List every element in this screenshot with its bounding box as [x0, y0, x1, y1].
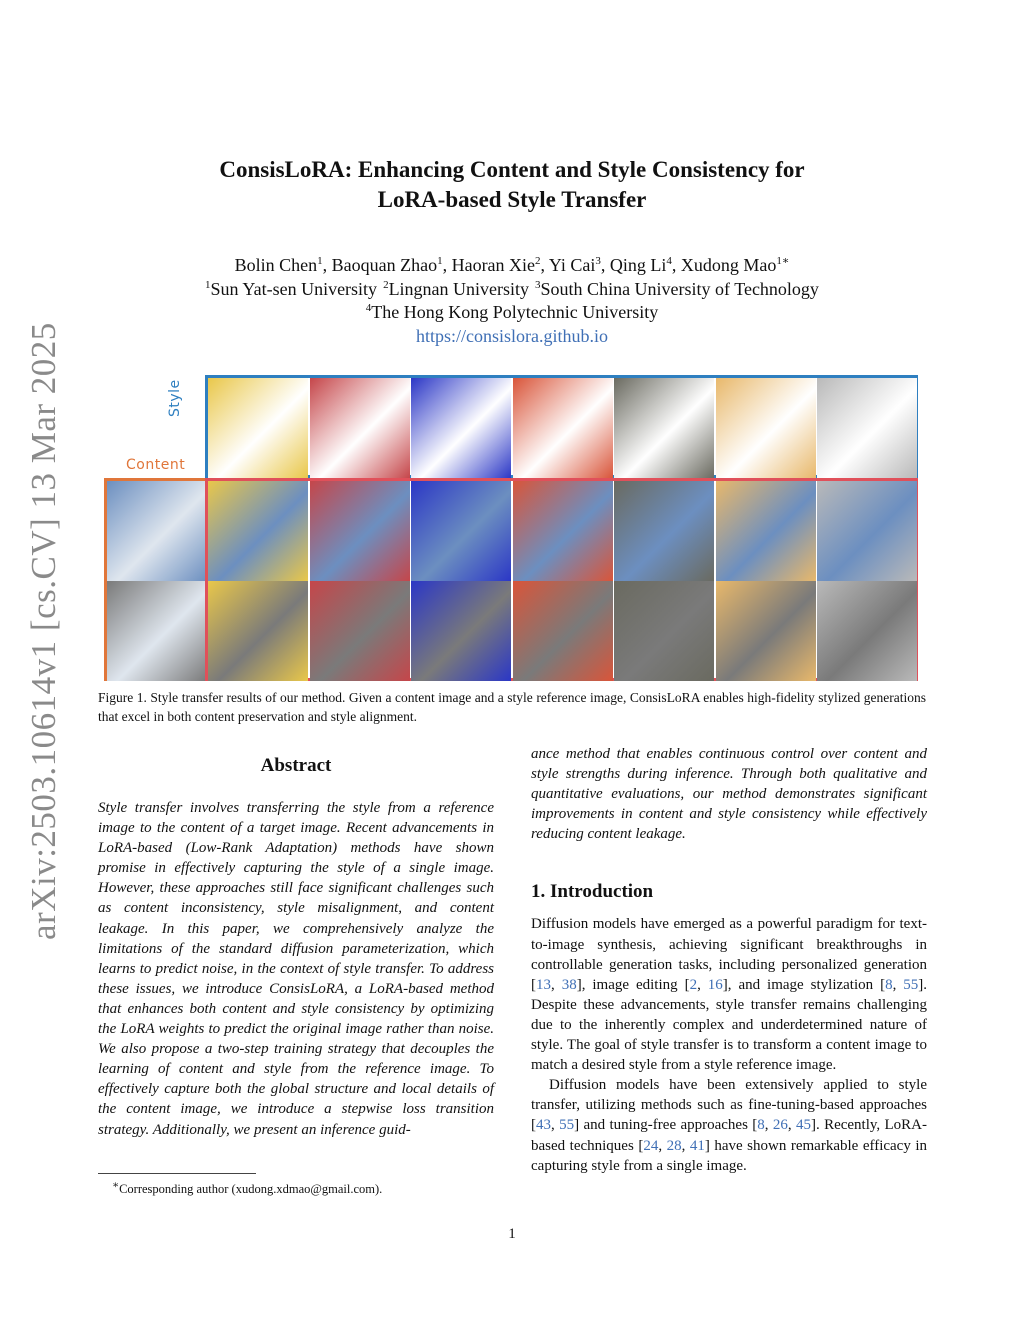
- citation-link[interactable]: 24: [643, 1137, 659, 1154]
- stylized-result: [817, 481, 917, 581]
- style-image: [411, 378, 511, 478]
- left-column: [98, 754, 494, 1140]
- stylized-result: [310, 581, 410, 681]
- content-label: Content: [126, 457, 186, 473]
- stylized-result: [411, 581, 511, 681]
- affiliation-line: [100, 278, 924, 302]
- affiliation: [383, 279, 529, 299]
- footnote-mark: ∗: [112, 1180, 120, 1191]
- style-image: [817, 378, 917, 478]
- abstract-heading: Abstract: [260, 755, 332, 776]
- result-grid-frame: [205, 478, 918, 681]
- paper-title: [150, 155, 874, 215]
- citation-link[interactable]: 26: [772, 1117, 788, 1134]
- author-list: Bolin Chen$^1$, Baoquan Zhao$^1$, Haoran Xie$^2$, Yi Cai$^3$, Qing Li$^4$, Xudong Mao$^{1∗}$: [234, 255, 790, 275]
- abstract-text-continued: ance method that enables continuous control over content and style strengths during inference. Through both qualitative and quantitative evaluations, our method demonstrates significant improvements in content and style consistency while effectively reducing content leakage.: [531, 746, 927, 843]
- footnote: [112, 1178, 382, 1197]
- affiliation-mark: 3: [535, 278, 541, 291]
- citation-link[interactable]: 28: [666, 1137, 682, 1154]
- style-image: [208, 378, 308, 478]
- author-block: [100, 254, 924, 348]
- stylized-result: [310, 481, 410, 581]
- stylized-result: [817, 581, 917, 681]
- project-link[interactable]: https://consislora.github.io: [416, 325, 608, 346]
- intro-paragraph-1: Diffusion models have emerged as a powerful paradigm for text-to-image synthesis, achieving significant breakthroughs in controllable generation tasks, including personalized generation [13, 38], image editing [2, 16], and image stylization [8, 55]. Despite these advancements, style transfer remains challenging due to the inherently complex and underdetermined nature of style. The goal of style transfer is to transform a content image to match a desired style from a style reference image.: [531, 916, 928, 1074]
- citation-link[interactable]: 38: [561, 976, 577, 993]
- citation-link[interactable]: 8: [757, 1117, 765, 1134]
- author-name: Qing Li: [609, 255, 667, 275]
- page-number: 1: [508, 1226, 516, 1242]
- author-affiliation-mark: 1: [317, 255, 323, 267]
- style-label: Style: [167, 379, 183, 417]
- citation-link[interactable]: 13: [536, 976, 551, 993]
- affiliation-name: South China University of Technology: [540, 278, 819, 299]
- stylized-result: [513, 581, 613, 681]
- content-column-frame: [104, 478, 207, 681]
- style-image: [716, 378, 816, 478]
- affiliation-name: Sun Yat-sen University: [210, 278, 378, 299]
- citation-link[interactable]: 41: [689, 1137, 705, 1154]
- style-image: [614, 378, 714, 478]
- style-image: [513, 378, 613, 478]
- stylized-result: [513, 481, 613, 581]
- citation-link[interactable]: 8: [885, 976, 893, 993]
- footnote-rule: [98, 1173, 256, 1174]
- affiliation: [535, 279, 819, 299]
- citation-link[interactable]: 45: [795, 1117, 811, 1134]
- author-name: Yi Cai: [548, 255, 596, 275]
- author-name: Baoquan Zhao: [331, 255, 438, 275]
- author-name: Bolin Chen: [234, 255, 318, 275]
- stylized-result: [208, 481, 308, 581]
- affiliation: [366, 302, 658, 322]
- affiliation: [205, 279, 377, 299]
- footnote-text: Corresponding author (xudong.xdmao@gmail.com).: [119, 1182, 383, 1197]
- stylized-result: [716, 481, 816, 581]
- title-line-1: ConsisLoRA: Enhancing Content and Style Consistency for: [219, 157, 805, 182]
- intro-paragraph-2: Diffusion models have been extensively applied to style transfer, utilizing methods such as fine-tuning-based approaches [43, 55] and tuning-free approaches [8, 26, 45]. Recently, LoRA-based techniques [24, 28, 41] have shown remarkable efficacy in capturing style from a single image.: [531, 1077, 928, 1174]
- author-affiliation-mark: 3: [595, 255, 601, 267]
- abstract-text: Style transfer involves transferring the style from a reference image to the content of a target image. Recent advancements in LoRA-based (Low-Rank Adaptation) methods have shown promise in effectively capturing the style of a single image. However, these approaches still face significant challenges such as content inconsistency, style misalignment, and content leakage. In this paper, we comprehensively analyze the limitations of the standard diffusion parameterization, which learns to predict noise, in the context of style transfer. To address these issues, we introduce ConsisLoRA, a LoRA-based method that enhances both content and style consistency by optimizing the LoRA weights to predict the original image rather than noise. We also propose a two-step training strategy that decouples the learning of content and style from the reference image. To effectively capture both the global structure and local details of the content image, we introduce a stepwise loss transition strategy. Additionally, we present an inference guid-: [98, 800, 494, 1138]
- author-affiliation-mark: 2: [535, 255, 541, 267]
- citation-link[interactable]: 16: [707, 976, 723, 993]
- stylized-result: [208, 581, 308, 681]
- figure-1: [104, 375, 918, 681]
- right-column: [531, 743, 927, 1176]
- author-affiliation-mark: 1: [437, 255, 443, 267]
- stylized-result: [716, 581, 816, 681]
- affiliation-mark: 4: [365, 302, 372, 314]
- arxiv-identifier: arXiv:2503.10614v1 [cs.CV] 13 Mar 2025: [24, 322, 63, 940]
- stylized-result: [614, 581, 714, 681]
- author-name: Haoran Xie: [451, 255, 536, 275]
- citation-link[interactable]: 43: [536, 1117, 551, 1134]
- citation-link[interactable]: 55: [559, 1117, 575, 1134]
- content-image: [107, 481, 207, 581]
- introduction-heading: 1. Introduction: [531, 881, 654, 903]
- content-image: [107, 581, 207, 681]
- affiliation-name: Lingnan University: [388, 278, 530, 299]
- affiliation-mark: 1: [205, 278, 211, 291]
- title-line-2: LoRA-based Style Transfer: [377, 187, 647, 212]
- author-affiliation-mark: 1∗: [776, 255, 790, 267]
- style-row-frame: [205, 375, 918, 478]
- style-image: [310, 378, 410, 478]
- author-name: Xudong Mao: [680, 255, 777, 275]
- author-affiliation-mark: 4: [666, 255, 672, 267]
- stylized-result: [614, 481, 714, 581]
- stylized-result: [411, 481, 511, 581]
- citation-link[interactable]: 2: [689, 976, 698, 993]
- figure-caption: Figure 1. Style transfer results of our method. Given a content image and a style reference image, ConsisLoRA enables high-fidelity stylized generations that excel in both content preservation and style alignment.: [98, 690, 926, 724]
- citation-link[interactable]: 55: [903, 976, 919, 993]
- affiliation-mark: 2: [383, 278, 389, 291]
- affiliation-name: The Hong Kong Polytechnic University: [371, 302, 659, 322]
- affiliation-line: [100, 301, 924, 325]
